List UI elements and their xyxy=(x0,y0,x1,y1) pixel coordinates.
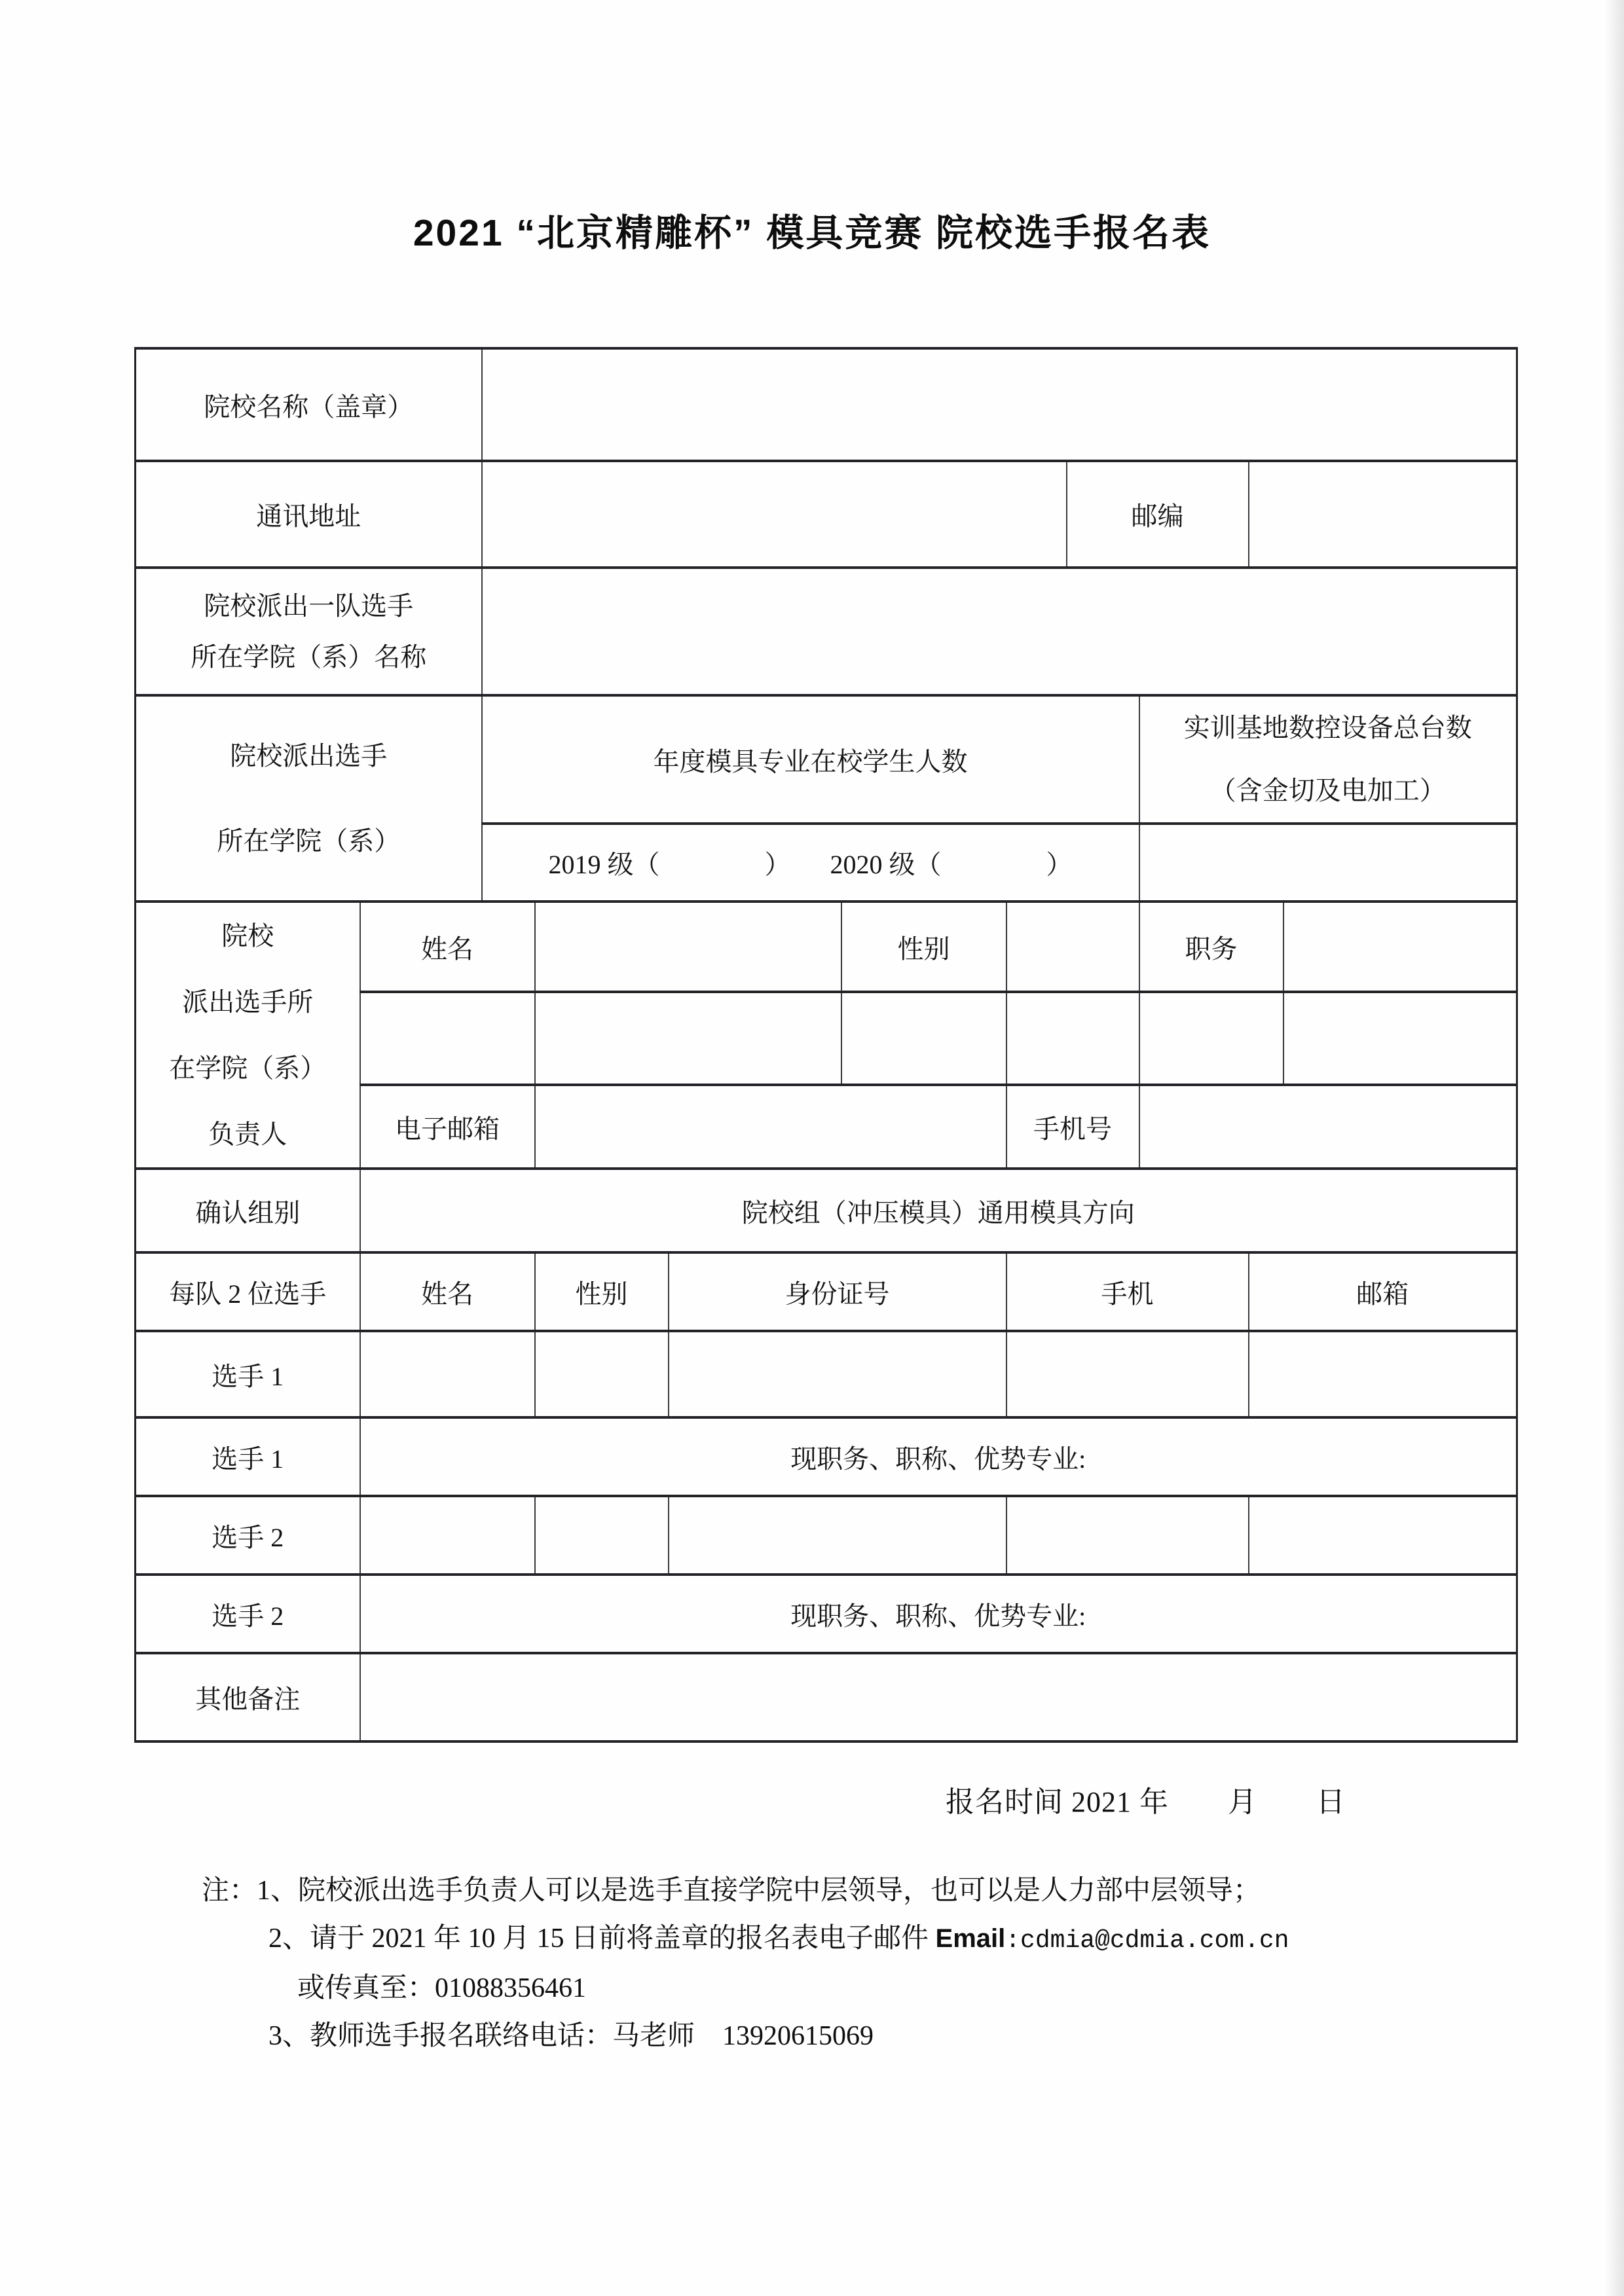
leader-gender-label: 性别 xyxy=(841,902,1006,992)
leader-label-line2: 派出选手所 xyxy=(182,987,314,1017)
player2-duty-field[interactable]: 现职务、职称、优势专业: xyxy=(360,1575,1517,1653)
player1-duty-row-label: 选手 1 xyxy=(136,1417,360,1496)
email-label-text: Email xyxy=(935,1924,1006,1953)
leader-name-label: 姓名 xyxy=(360,902,535,992)
remarks-label: 其他备注 xyxy=(136,1653,360,1741)
remarks-field[interactable] xyxy=(360,1653,1517,1741)
leader-extra-cell-2[interactable] xyxy=(535,992,841,1085)
address-field[interactable] xyxy=(482,461,1067,568)
player2-name-field[interactable] xyxy=(360,1496,535,1575)
leader-gender-field[interactable] xyxy=(1006,902,1139,992)
player2-email-field[interactable] xyxy=(1249,1496,1517,1575)
team-college-label xyxy=(136,568,482,695)
player2-phone-field[interactable] xyxy=(1006,1496,1249,1575)
note-line-1: 注：1、院校派出选手负责人可以是选手直接学院中层领导，也可以是人力部中层领导； xyxy=(202,1876,1261,1906)
note-line-2-text: 2、请于 2021 年 10 月 15 日前将盖章的报名表电子邮件 xyxy=(268,1923,936,1954)
header-mailbox-label: 邮箱 xyxy=(1249,1252,1517,1331)
player1-gender-field[interactable] xyxy=(535,1331,669,1417)
address-label: 通讯地址 xyxy=(136,461,482,568)
leader-mobile-field[interactable] xyxy=(1139,1085,1517,1169)
note-line-4: 3、教师选手报名联络电话：马老师 13920615069 xyxy=(268,2021,874,2051)
email-address-text: :cdmia@cdmia.com.cn xyxy=(1005,1927,1289,1955)
team-college-label-line2: 所在学院（系）名称 xyxy=(191,642,427,672)
header-phone-label: 手机 xyxy=(1006,1252,1249,1331)
leader-mobile-label: 手机号 xyxy=(1006,1085,1139,1169)
equipment-label-line2: （含金切及电加工） xyxy=(1209,776,1446,805)
page-title: 2021 “北京精雕杯” 模具竞赛 院校选手报名表 xyxy=(413,212,1211,254)
leader-label-line1: 院校 xyxy=(221,921,274,951)
player2-gender-field[interactable] xyxy=(535,1496,669,1575)
header-name-label: 姓名 xyxy=(360,1252,535,1331)
equipment-count-field[interactable] xyxy=(1139,824,1517,902)
team-size-label: 每队 2 位选手 xyxy=(136,1252,360,1331)
leader-email-field[interactable] xyxy=(535,1085,1006,1169)
player1-duty-field[interactable]: 现职务、职称、优势专业: xyxy=(360,1417,1517,1496)
player1-name-field[interactable] xyxy=(360,1331,535,1417)
player1-phone-field[interactable] xyxy=(1006,1331,1249,1417)
leader-position-field[interactable] xyxy=(1283,902,1517,992)
player2-duty-row-label: 选手 2 xyxy=(136,1575,360,1653)
signup-date-line: 报名时间 2021 年 月 日 xyxy=(946,1786,1346,1818)
leader-extra-cell-3[interactable] xyxy=(841,992,1006,1085)
leader-extra-cell-1[interactable] xyxy=(360,992,535,1085)
grade-blanks-field[interactable]: 2019 级（ ） 2020 级（ ） xyxy=(482,824,1139,902)
player1-id-field[interactable] xyxy=(669,1331,1006,1417)
sending-college-label xyxy=(136,695,482,902)
group-value: 院校组（冲压模具）通用模具方向 xyxy=(360,1169,1517,1252)
team-college-label-line1: 院校派出一队选手 xyxy=(204,591,414,621)
leader-extra-cell-4[interactable] xyxy=(1006,992,1139,1085)
leader-position-label: 职务 xyxy=(1139,902,1283,992)
leader-extra-cell-5[interactable] xyxy=(1139,992,1283,1085)
player2-label: 选手 2 xyxy=(136,1496,360,1575)
leader-extra-cell-6[interactable] xyxy=(1283,992,1517,1085)
leader-name-field[interactable] xyxy=(535,902,841,992)
leader-label-line3: 在学院（系） xyxy=(169,1053,327,1083)
leader-email-label: 电子邮箱 xyxy=(360,1085,535,1169)
students-count-label: 年度模具专业在校学生人数 xyxy=(482,695,1139,824)
player2-id-field[interactable] xyxy=(669,1496,1006,1575)
sending-college-label-line2: 所在学院（系） xyxy=(217,826,401,856)
school-name-field[interactable] xyxy=(482,348,1517,461)
school-name-label: 院校名称（盖章） xyxy=(136,348,482,461)
notes-block xyxy=(202,1867,1433,2060)
player1-email-field[interactable] xyxy=(1249,1331,1517,1417)
leader-label-line4: 负责人 xyxy=(208,1120,287,1149)
header-gender-label: 性别 xyxy=(535,1252,669,1331)
postcode-label: 邮编 xyxy=(1067,461,1249,568)
header-id-label: 身份证号 xyxy=(669,1252,1006,1331)
leader-label xyxy=(136,902,360,1169)
equipment-label-line1: 实训基地数控设备总台数 xyxy=(1183,713,1472,742)
equipment-label xyxy=(1139,695,1517,824)
player1-label: 选手 1 xyxy=(136,1331,360,1417)
note-line-3: 或传真至：01088356461 xyxy=(297,1973,587,2003)
sending-college-label-line1: 院校派出选手 xyxy=(230,740,388,771)
team-college-field[interactable] xyxy=(482,568,1517,695)
postcode-field[interactable] xyxy=(1249,461,1517,568)
group-label: 确认组别 xyxy=(136,1169,360,1252)
registration-table xyxy=(134,347,1518,1743)
note-line-2 xyxy=(268,1915,1433,1965)
